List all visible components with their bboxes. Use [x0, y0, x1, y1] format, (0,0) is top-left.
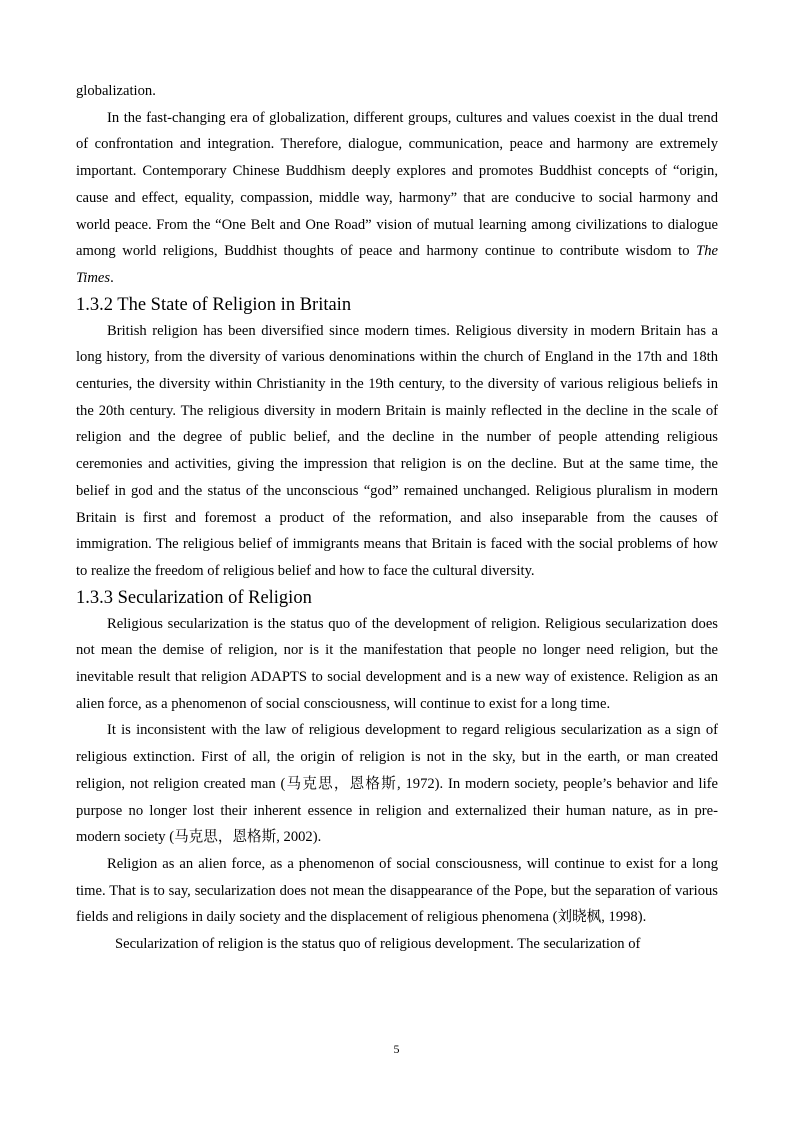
paragraph-text: In the fast-changing era of globalization, different groups, cultures and values coexist in the dual trend of confrontation and integration. Therefore, dialogue, communication, peace and harmony are extremely important. Contemporary Chinese Buddhism deeply explores and promotes Buddhist concepts of “origin, cause and effect, equality, compassion, middle way, harmony” that are conducive to social harmony and world peace. From the “One Belt and One Road” vision of mutual learning among civilizations to dialogue among world religions, Buddhist thoughts of peace and harmony continue to contribute wisdom to: [76, 109, 718, 260]
paragraph-secularization-2: It is inconsistent with the law of religious development to regard religious secularization as a sign of religious extinction. First of all, the origin of religion is not in the sky, but in the earth, or man created religion, not religion created man (马克思，恩格斯, 1972). In modern society, people’s behavior and life purpose no longer lost their inherent essence in religion and externalized their human nature, as in pre-modern society (马克思，恩格斯, 2002).: [76, 722, 718, 846]
paragraph-secularization-4: Secularization of religion is the status quo of religious development. The secularization of: [115, 936, 641, 953]
paragraph-secularization-3: Religion as an alien force, as a phenomenon of social consciousness, will continue to exist for a long time. That is to say, secularization does not mean the disappearance of the Pope, but the separation of various fields and religions in daily society and the displacement of religious phenomena (刘晓枫, 1998).: [76, 855, 718, 926]
paragraph-globalization-dialogue: [76, 105, 718, 292]
section-heading-1-3-2: 1.3.2 The State of Religion in Britain: [76, 294, 352, 315]
paragraph-religion-in-britain: British religion has been diversified since modern times. Religious diversity in modern Britain has a long history, from the diversity of various denominations within the church of England in the 17th and 18th centuries, the diversity within Christianity in the 19th century, to the diversity of various religious beliefs in the 20th century. The religious diversity in modern Britain is mainly reflected in the decline in the scale of religion and the degree of public belief, and the decline in the number of people attending religious ceremonies and activities, giving the impression that religion is on the decline. But at the same time, the belief in god and the status of the unconscious “god” remained unchanged. Religious pluralism in modern Britain is first and foremost a product of the reformation, and also inseparable from the causes of immigration. The religious belief of immigrants means that Britain is faced with the social problems of how to realize the freedom of religious belief and how to face the cultural diversity.: [76, 322, 718, 579]
italic-reference-the-times: The Times: [76, 243, 718, 286]
document-page: [76, 78, 718, 958]
paragraph-continuation: globalization.: [76, 83, 156, 99]
paragraph-secularization-1: Religious secularization is the status quo of the development of religion. Religious secularization does not mean the demise of religion, nor is it the manifestation that people no longer need religion, but the inevitable result that religion ADAPTS to social development and is a new way of existence. Religion as an alien force, as a phenomenon of social consciousness, will continue to exist for a long time.: [76, 615, 718, 712]
page-number: 5: [393, 1042, 400, 1056]
section-heading-1-3-3: 1.3.3 Secularization of Religion: [76, 587, 312, 608]
paragraph-tail: .: [110, 269, 114, 286]
